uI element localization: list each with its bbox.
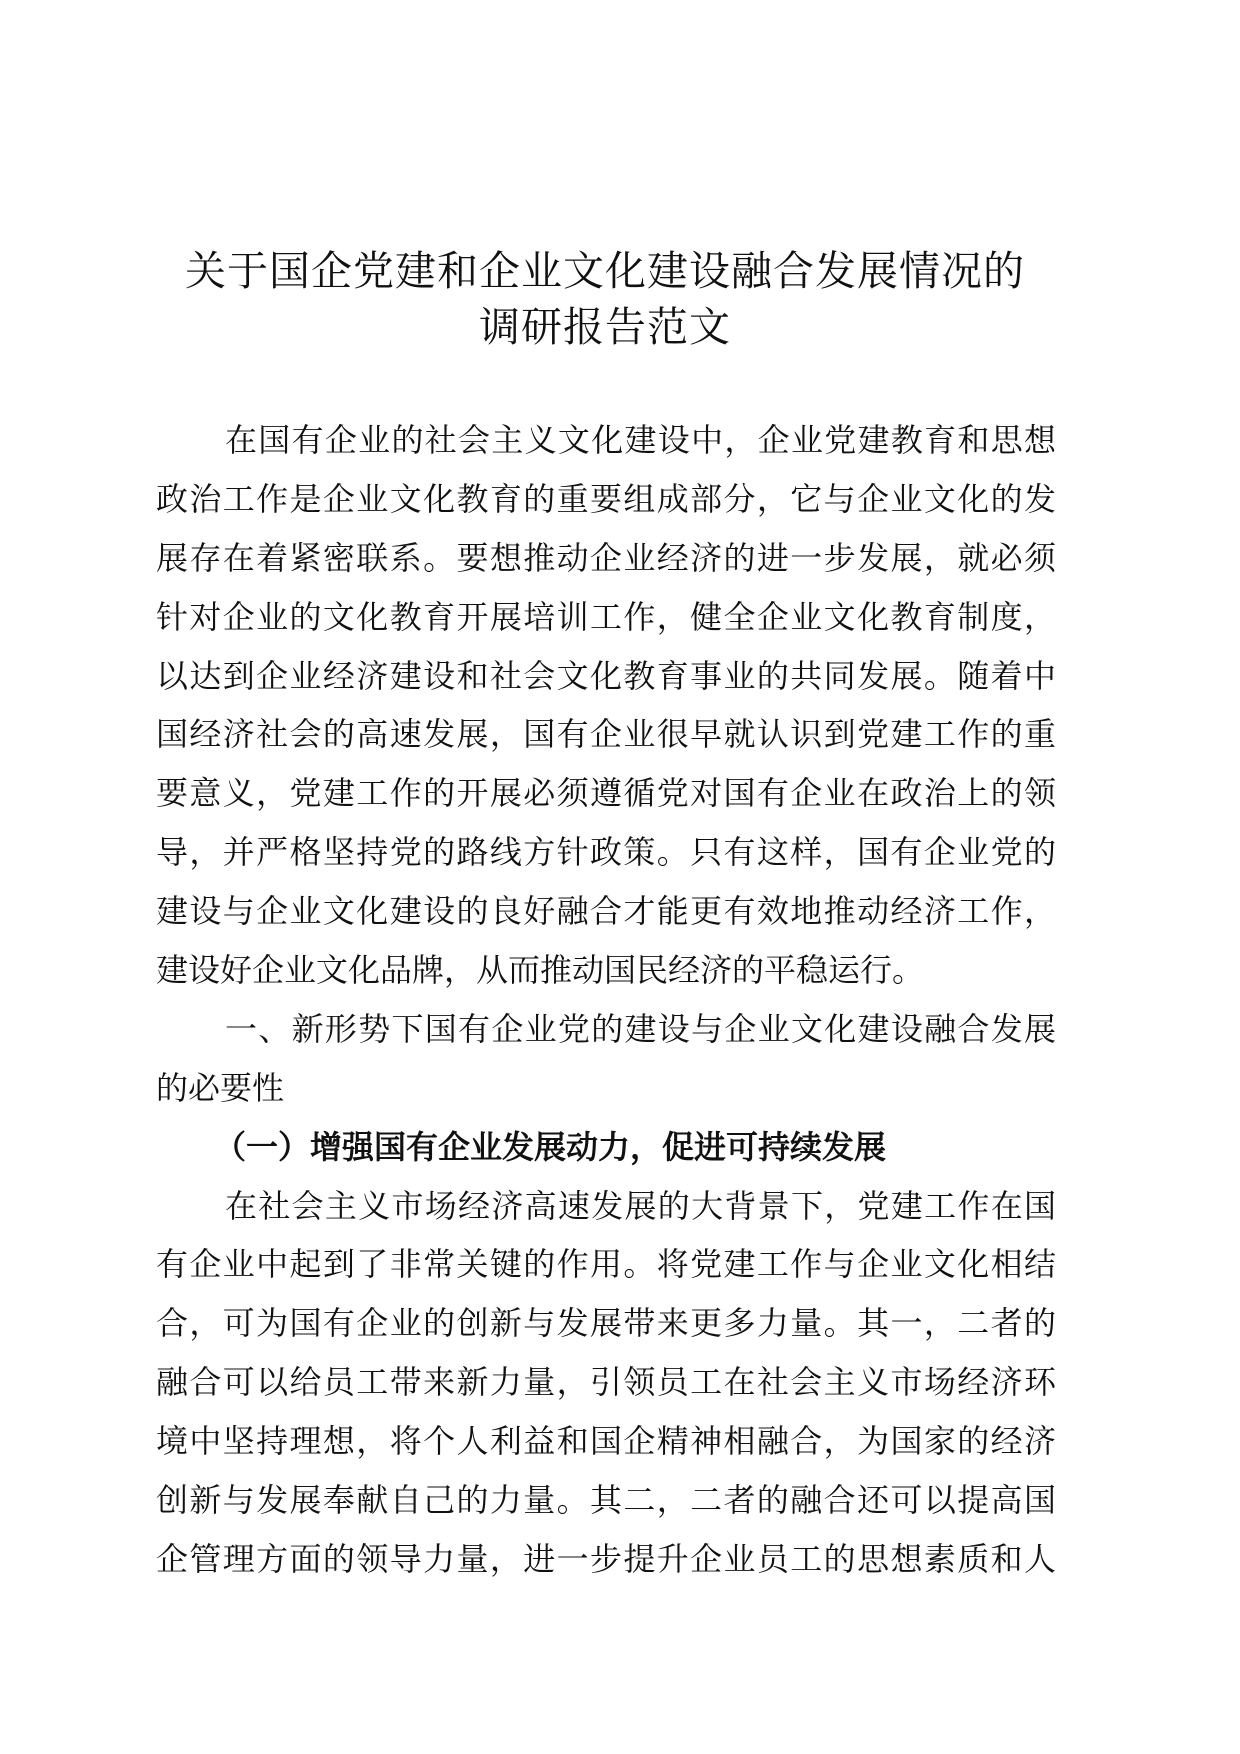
text-line: 导，并严格坚持党的路线方针政策。只有这样，国有企业党的 (156, 833, 1056, 872)
text-line: 展存在着紧密联系。要想推动企业经济的进一步发展，就必须 (156, 538, 1056, 577)
subsection-heading: （一）增强国有企业发展动力，促进可持续发展 (214, 1127, 887, 1166)
paragraph-2 (156, 1177, 1056, 1589)
title-line-1: 关于国企党建和企业文化建设融合发展情况的 (185, 247, 1025, 295)
section-heading-1 (156, 1000, 1056, 1118)
text-line: 建设与企业文化建设的良好融合才能更有效地推动经济工作， (156, 892, 1056, 931)
text-line: 以达到企业经济建设和社会文化教育事业的共同发展。随着中 (156, 656, 1056, 695)
document-body (156, 411, 1056, 1589)
text-line: 国经济社会的高速发展，国有企业很早就认识到党建工作的重 (156, 715, 1056, 754)
text-line: 企管理方面的领导力量，进一步提升企业员工的思想素质和人 (156, 1539, 1056, 1578)
text-line: 要意义，党建工作的开展必须遵循党对国有企业在政治上的领 (156, 774, 1056, 813)
text-line: 创新与发展奉献自己的力量。其二，二者的融合还可以提高国 (156, 1481, 1056, 1520)
text-line: 针对企业的文化教育开展培训工作，健全企业文化教育制度， (156, 597, 1056, 636)
paragraph-1 (156, 411, 1056, 1000)
heading-line: 的必要性 (156, 1068, 285, 1107)
document-title (140, 243, 1070, 355)
text-line: 在社会主义市场经济高速发展的大背景下，党建工作在国 (225, 1186, 1056, 1225)
text-line: 有企业中起到了非常关键的作用。将党建工作与企业文化相结 (156, 1245, 1056, 1284)
text-line: 合，可为国有企业的创新与发展带来更多力量。其一，二者的 (156, 1304, 1056, 1343)
text-line: 建设好企业文化品牌，从而推动国民经济的平稳运行。 (156, 951, 925, 990)
title-line-2: 调研报告范文 (479, 303, 731, 351)
heading-line: 一、新形势下国有企业党的建设与企业文化建设融合发展 (225, 1009, 1056, 1048)
text-line: 在国有企业的社会主义文化建设中，企业党建教育和思想 (225, 421, 1056, 459)
text-line: 融合可以给员工带来新力量，引领员工在社会主义市场经济环 (156, 1363, 1056, 1402)
text-line: 政治工作是企业文化教育的重要组成部分，它与企业文化的发 (156, 479, 1056, 518)
text-line: 境中坚持理想，将个人利益和国企精神相融合，为国家的经济 (156, 1422, 1056, 1461)
